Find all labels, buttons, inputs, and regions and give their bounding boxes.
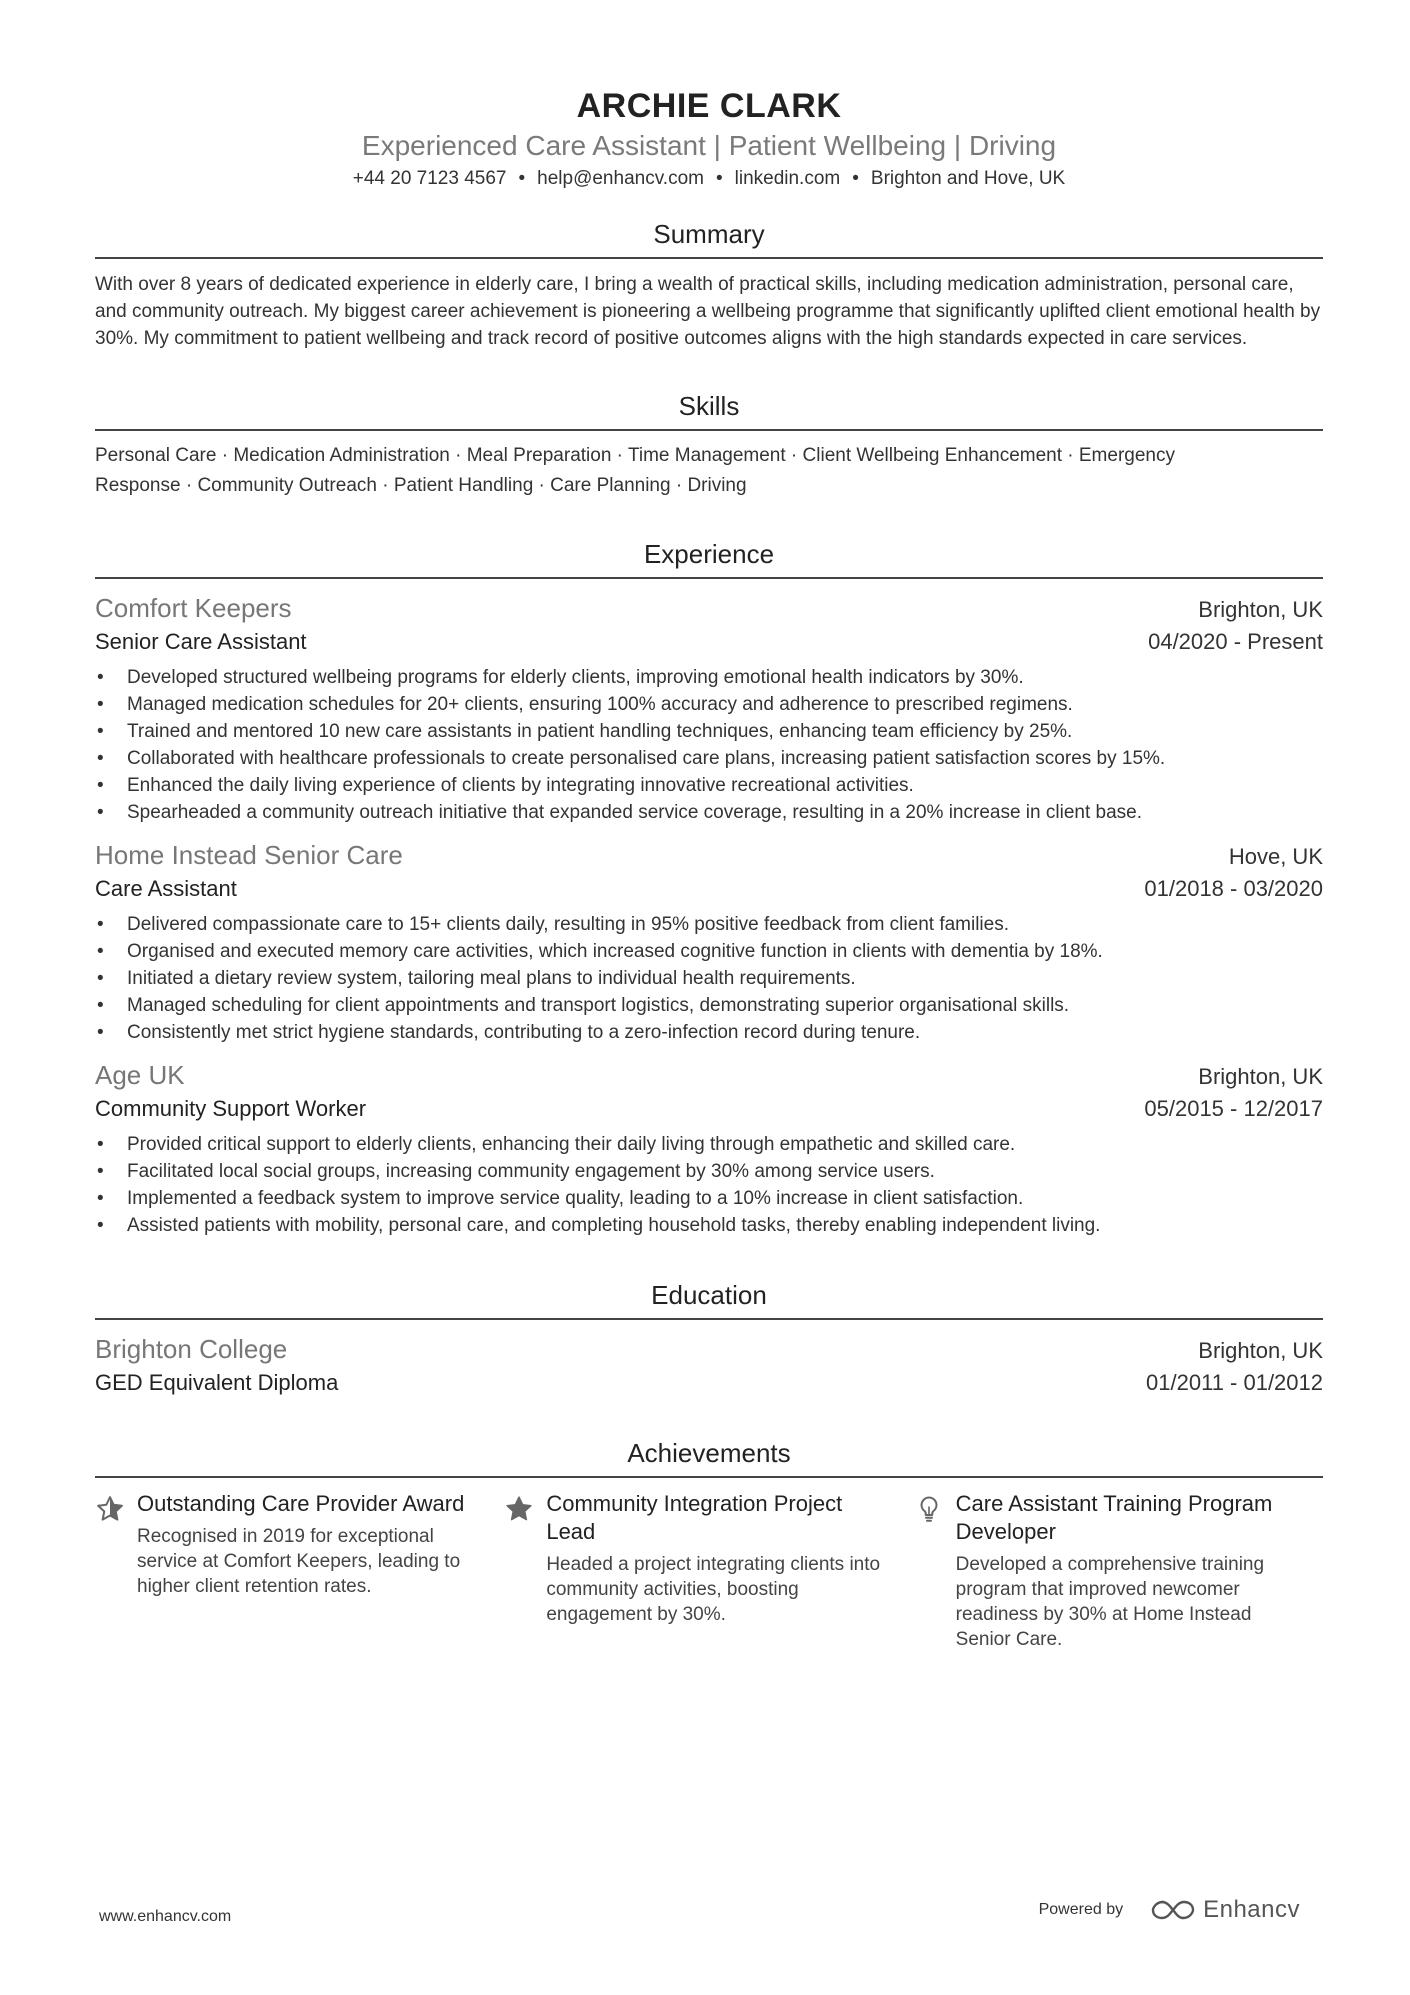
contact-email[interactable]: help@enhancv.com xyxy=(537,168,704,189)
education-school: Brighton College xyxy=(95,1334,288,1364)
job-location: Brighton, UK xyxy=(1198,1064,1323,1089)
job-role: Community Support Worker xyxy=(95,1096,367,1121)
job-header-row xyxy=(95,591,1323,626)
education-degree-row xyxy=(95,1367,1323,1399)
footer-website[interactable]: www.enhancv.com xyxy=(99,1908,232,1925)
job-bullet: • Delivered compassionate care to 15+ clients daily, resulting in 95% positive feedback from client families. xyxy=(95,911,1323,938)
job-entry xyxy=(95,591,1323,826)
job-entry xyxy=(95,1058,1323,1239)
achievements-grid xyxy=(95,1490,1323,1652)
contact-separator: • xyxy=(715,168,723,189)
education-degree: GED Equivalent Diploma xyxy=(95,1370,339,1395)
education-location: Brighton, UK xyxy=(1198,1338,1323,1363)
job-bullet: • Facilitated local social groups, increasing community engagement by 30% among service users. xyxy=(95,1158,1323,1185)
section-title-skills: Skills xyxy=(95,390,1323,431)
contact-separator: • xyxy=(518,168,526,189)
job-dates: 05/2015 - 12/2017 xyxy=(1144,1096,1323,1121)
job-bullets xyxy=(95,1131,1323,1239)
contact-separator: • xyxy=(852,168,859,189)
job-role: Senior Care Assistant xyxy=(95,629,307,654)
achievement-title: Community Integration Project Lead xyxy=(546,1491,843,1544)
job-bullet: • Consistently met strict hygiene standards, contributing to a zero-infection record during tenure. xyxy=(95,1019,1323,1046)
achievement-title: Care Assistant Training Program Developer xyxy=(955,1491,1273,1544)
job-role-row xyxy=(95,626,1323,658)
section-title-education: Education xyxy=(95,1279,1323,1320)
job-bullet: • Trained and mentored 10 new care assistants in patient handling techniques, enhancing team efficiency by 25%. xyxy=(95,718,1323,745)
job-bullet: • Organised and executed memory care activities, which increased cognitive function in clients with dementia by 18%. xyxy=(95,938,1323,965)
star-filled-icon xyxy=(504,1490,546,1652)
enhancv-logo[interactable] xyxy=(1149,1896,1300,1924)
achievements-section xyxy=(95,1437,1323,1652)
job-bullet: • Enhanced the daily living experience of clients by integrating innovative recreational activities. xyxy=(95,772,1323,799)
achievement-body xyxy=(546,1490,896,1652)
education-section xyxy=(95,1279,1323,1399)
job-bullet: • Collaborated with healthcare professionals to create personalised care plans, increasing patient satisfaction scores by 15%. xyxy=(95,745,1323,772)
contact-line xyxy=(95,166,1323,192)
candidate-name: ARCHIE CLARK xyxy=(576,87,842,125)
resume-page xyxy=(95,0,1323,1652)
job-company: Age UK xyxy=(95,1060,185,1090)
job-role-row xyxy=(95,1093,1323,1125)
job-bullet: • Initiated a dietary review system, tailoring meal plans to individual health requirements. xyxy=(95,965,1323,992)
job-company: Home Instead Senior Care xyxy=(95,840,403,870)
contact-location: Brighton and Hove, UK xyxy=(870,168,1066,189)
job-bullet: • Developed structured wellbeing programs for elderly clients, improving emotional health indicators by 30%. xyxy=(95,664,1323,691)
enhancv-logo-icon xyxy=(1149,1897,1197,1923)
job-bullet: • Provided critical support to elderly clients, enhancing their daily living through empathetic and skilled care. xyxy=(95,1131,1323,1158)
job-dates: 01/2018 - 03/2020 xyxy=(1144,876,1323,901)
achievement-item xyxy=(95,1490,504,1652)
job-bullet: • Managed scheduling for client appointments and transport logistics, demonstrating superior organisational skills. xyxy=(95,992,1323,1019)
job-entry xyxy=(95,838,1323,1046)
job-bullet: • Implemented a feedback system to improve service quality, leading to a 10% increase in client satisfaction. xyxy=(95,1185,1323,1212)
job-bullets xyxy=(95,911,1323,1046)
education-header-row xyxy=(95,1332,1323,1367)
skills-list: Personal Care · Medication Administration · Meal Preparation · Time Management · Client Wellbeing Enhancement · Emergency Response · Community Outreach · Patient Handling · Care Planning · Driving xyxy=(95,445,1175,496)
contact-linkedin[interactable]: linkedin.com xyxy=(734,168,841,189)
experience-section xyxy=(95,538,1323,1239)
achievement-item xyxy=(914,1490,1323,1652)
section-title-summary: Summary xyxy=(95,218,1323,259)
education-dates: 01/2011 - 01/2012 xyxy=(1146,1370,1323,1395)
enhancv-brand-name: Enhancv xyxy=(1203,1896,1300,1923)
job-role: Care Assistant xyxy=(95,876,237,901)
job-bullet: • Assisted patients with mobility, personal care, and completing household tasks, thereby enabling independent living. xyxy=(95,1212,1323,1239)
achievement-item xyxy=(504,1490,913,1652)
skills-section xyxy=(95,390,1323,501)
achievement-body xyxy=(956,1490,1306,1652)
job-header-row xyxy=(95,838,1323,873)
powered-by-label: Powered by xyxy=(1038,1901,1124,1918)
section-title-experience: Experience xyxy=(95,538,1323,579)
summary-section xyxy=(95,218,1323,352)
candidate-subtitle: Experienced Care Assistant | Patient Wellbeing | Driving xyxy=(361,130,1057,161)
achievement-title: Outstanding Care Provider Award xyxy=(137,1491,465,1516)
lightbulb-icon xyxy=(914,1490,956,1652)
footer-branding xyxy=(1039,1896,1300,1924)
achievement-description: Recognised in 2019 for exceptional service at Comfort Keepers, leading to higher client retention rates. xyxy=(137,1526,461,1597)
achievement-body xyxy=(137,1490,487,1652)
contact-phone: +44 20 7123 4567 xyxy=(352,168,507,189)
job-bullet: • Spearheaded a community outreach initiative that expanded service coverage, resulting in a 20% increase in client base. xyxy=(95,799,1323,826)
star-outline-icon xyxy=(95,1490,137,1652)
job-header-row xyxy=(95,1058,1323,1093)
job-company: Comfort Keepers xyxy=(95,593,292,623)
achievement-description: Developed a comprehensive training program that improved newcomer readiness by 30% at Home Instead Senior Care. xyxy=(955,1554,1265,1650)
job-bullets xyxy=(95,664,1323,826)
job-location: Brighton, UK xyxy=(1198,597,1323,622)
job-location: Hove, UK xyxy=(1228,844,1323,869)
job-role-row xyxy=(95,873,1323,905)
summary-text: With over 8 years of dedicated experience in elderly care, I bring a wealth of practical skills, including medication administration, personal care, and community outreach. My biggest career achievement is pioneering a wellbeing programme that significantly uplifted client emotional health by 30%. My commitment to patient wellbeing and track record of positive outcomes aligns with the high standards expected in care services. xyxy=(95,274,1321,349)
achievement-description: Headed a project integrating clients into community activities, boosting engagement by 30%. xyxy=(546,1554,881,1625)
education-entry xyxy=(95,1332,1323,1399)
job-dates: 04/2020 - Present xyxy=(1148,629,1323,654)
job-bullet: • Managed medication schedules for 20+ clients, ensuring 100% accuracy and adherence to prescribed regimens. xyxy=(95,691,1323,718)
section-title-achievements: Achievements xyxy=(95,1437,1323,1478)
